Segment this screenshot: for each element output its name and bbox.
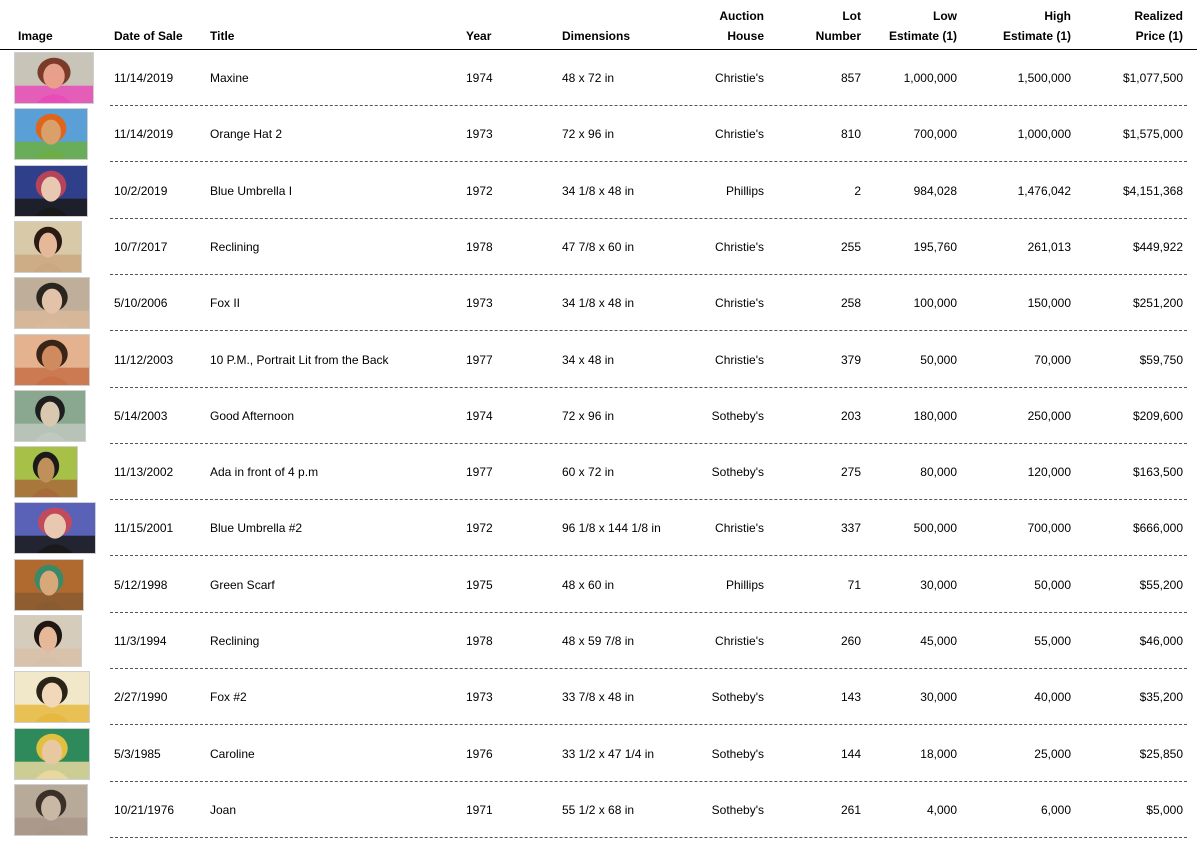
cell-realized-price: $55,200: [1139, 577, 1183, 592]
cell-auction-house: Phillips: [725, 183, 764, 198]
cell-auction-house: Sotheby's: [711, 465, 764, 480]
cell-realized-price: $666,000: [1132, 521, 1183, 536]
cell-year: 1974: [466, 71, 493, 85]
cell-title: 10 P.M., Portrait Lit from the Back: [210, 352, 389, 367]
cell-low-estimate: 180,000: [913, 408, 957, 423]
cell-date: 11/13/2002: [114, 465, 174, 480]
row-divider: [110, 837, 1187, 838]
cell-auction-house: Sotheby's: [711, 408, 764, 423]
cell-low-estimate: 30,000: [920, 690, 957, 705]
cell-realized-price: $4,151,368: [1122, 183, 1183, 198]
artwork-thumbnail[interactable]: [14, 277, 90, 329]
table-row: [0, 669, 1197, 725]
cell-year: 1974: [466, 408, 493, 423]
cell-low-estimate: 700,000: [913, 127, 957, 142]
header-lot-number: Lot Number: [815, 9, 861, 43]
cell-dimensions: 48 x 72 in: [562, 71, 615, 85]
artwork-thumbnail[interactable]: [14, 502, 96, 554]
cell-date: 11/14/2019: [114, 71, 174, 85]
header-low-estimate: Low Estimate (1): [888, 9, 957, 43]
header-image: Image: [18, 29, 53, 43]
cell-year: 1978: [466, 634, 493, 648]
cell-lot-number: 260: [840, 634, 861, 648]
cell-high-estimate: 1,500,000: [1017, 71, 1071, 85]
artwork-thumbnail[interactable]: [14, 671, 90, 723]
cell-low-estimate: 1,000,000: [903, 71, 957, 85]
table-row: [0, 50, 1197, 106]
cell-auction-house: Christie's: [715, 634, 764, 648]
artwork-thumbnail[interactable]: [14, 334, 90, 386]
cell-high-estimate: 50,000: [1034, 577, 1071, 592]
cell-low-estimate: 500,000: [913, 521, 957, 536]
cell-dimensions: 33 7/8 x 48 in: [562, 690, 635, 705]
cell-high-estimate: 250,000: [1027, 408, 1071, 423]
cell-dimensions: 48 x 60 in: [562, 577, 615, 592]
cell-title: Reclining: [210, 634, 260, 648]
header-high-estimate: High Estimate (1): [1002, 9, 1071, 43]
cell-date: 10/2/2019: [114, 183, 168, 198]
cell-dimensions: 60 x 72 in: [562, 465, 615, 480]
cell-date: 11/14/2019: [114, 127, 174, 142]
cell-lot-number: 144: [840, 746, 861, 761]
cell-realized-price: $251,200: [1132, 296, 1183, 311]
artwork-thumbnail[interactable]: [14, 165, 88, 217]
table-row: [0, 388, 1197, 444]
cell-auction-house: Phillips: [725, 577, 764, 592]
artwork-thumbnail[interactable]: [14, 615, 82, 667]
cell-title: Ada in front of 4 p.m: [210, 465, 319, 480]
table-row: [0, 726, 1197, 782]
cell-auction-house: Christie's: [715, 352, 764, 367]
cell-high-estimate: 700,000: [1027, 521, 1071, 536]
artwork-thumbnail[interactable]: [14, 108, 88, 160]
cell-date: 10/21/1976: [114, 802, 175, 817]
cell-high-estimate: 1,000,000: [1017, 127, 1071, 142]
table-row: [0, 106, 1197, 162]
cell-date: 11/15/2001: [114, 521, 174, 536]
cell-low-estimate: 4,000: [926, 802, 957, 817]
cell-lot-number: 261: [840, 802, 861, 817]
cell-year: 1972: [466, 521, 493, 536]
cell-lot-number: 857: [840, 71, 861, 85]
cell-title: Caroline: [210, 746, 255, 761]
header-dimensions: Dimensions: [562, 29, 631, 43]
cell-title: Fox II: [210, 296, 241, 311]
table-row: [0, 782, 1197, 838]
cell-auction-house: Sotheby's: [711, 746, 764, 761]
cell-date: 10/7/2017: [114, 239, 168, 254]
header-realized-price: Realized Price (1): [1134, 9, 1183, 43]
cell-year: 1973: [466, 127, 493, 142]
cell-date: 5/10/2006: [114, 296, 168, 311]
cell-dimensions: 34 x 48 in: [562, 352, 615, 367]
cell-auction-house: Sotheby's: [711, 690, 764, 705]
cell-title: Green Scarf: [210, 577, 275, 592]
cell-year: 1971: [466, 802, 493, 817]
cell-lot-number: 71: [847, 577, 861, 592]
cell-auction-house: Christie's: [715, 521, 764, 536]
artwork-thumbnail[interactable]: [14, 728, 90, 780]
cell-low-estimate: 984,028: [913, 183, 957, 198]
artwork-thumbnail[interactable]: [14, 390, 86, 442]
cell-dimensions: 72 x 96 in: [562, 127, 615, 142]
cell-dimensions: 48 x 59 7/8 in: [562, 634, 635, 648]
cell-lot-number: 275: [840, 465, 861, 480]
cell-low-estimate: 18,000: [920, 746, 957, 761]
cell-lot-number: 143: [840, 690, 861, 705]
cell-low-estimate: 50,000: [920, 352, 957, 367]
table-row: [0, 557, 1197, 613]
cell-title: Blue Umbrella I: [210, 183, 293, 198]
cell-date: 5/3/1985: [114, 746, 161, 761]
cell-dimensions: 33 1/2 x 47 1/4 in: [562, 746, 655, 761]
cell-high-estimate: 6,000: [1040, 802, 1071, 817]
cell-realized-price: $449,922: [1132, 239, 1183, 254]
table-row: [0, 613, 1197, 669]
cell-realized-price: $25,850: [1139, 746, 1183, 761]
artwork-thumbnail[interactable]: [14, 784, 88, 836]
cell-realized-price: $35,200: [1139, 690, 1183, 705]
cell-title: Good Afternoon: [210, 408, 295, 423]
cell-high-estimate: 1,476,042: [1017, 183, 1071, 198]
cell-auction-house: Christie's: [715, 127, 764, 142]
cell-high-estimate: 70,000: [1034, 352, 1071, 367]
cell-realized-price: $5,000: [1146, 802, 1183, 817]
cell-title: Reclining: [210, 239, 260, 254]
header-year: Year: [466, 29, 492, 43]
cell-year: 1972: [466, 183, 493, 198]
artwork-thumbnail[interactable]: [14, 559, 84, 611]
cell-auction-house: Christie's: [715, 239, 764, 254]
cell-lot-number: 379: [840, 352, 861, 367]
cell-lot-number: 337: [840, 521, 861, 536]
cell-auction-house: Christie's: [715, 296, 764, 311]
header-title: Title: [210, 29, 235, 43]
cell-date: 11/12/2003: [114, 352, 174, 367]
cell-realized-price: $1,575,000: [1122, 127, 1183, 142]
cell-low-estimate: 30,000: [920, 577, 957, 592]
cell-title: Blue Umbrella #2: [210, 521, 303, 536]
cell-lot-number: 2: [854, 183, 861, 198]
cell-realized-price: $46,000: [1139, 634, 1183, 648]
cell-high-estimate: 120,000: [1027, 465, 1071, 480]
cell-lot-number: 258: [840, 296, 861, 311]
artwork-thumbnail[interactable]: [14, 221, 82, 273]
cell-lot-number: 255: [840, 239, 861, 254]
cell-title: Fox #2: [210, 690, 247, 705]
table-row: [0, 500, 1197, 556]
cell-date: 11/3/1994: [114, 634, 167, 648]
cell-realized-price: $209,600: [1132, 408, 1183, 423]
artwork-thumbnail[interactable]: [14, 446, 78, 498]
cell-year: 1976: [466, 746, 493, 761]
cell-high-estimate: 25,000: [1034, 746, 1071, 761]
cell-year: 1977: [466, 352, 493, 367]
cell-dimensions: 55 1/2 x 68 in: [562, 802, 635, 817]
table-row: [0, 444, 1197, 500]
cell-high-estimate: 150,000: [1027, 296, 1071, 311]
cell-dimensions: 72 x 96 in: [562, 408, 615, 423]
cell-date: 5/14/2003: [114, 408, 168, 423]
cell-dimensions: 34 1/8 x 48 in: [562, 183, 635, 198]
cell-auction-house: Christie's: [715, 71, 764, 85]
cell-date: 2/27/1990: [114, 690, 168, 705]
cell-date: 5/12/1998: [114, 577, 168, 592]
table-row: [0, 219, 1197, 275]
cell-realized-price: $59,750: [1139, 352, 1183, 367]
cell-lot-number: 203: [840, 408, 861, 423]
cell-high-estimate: 55,000: [1034, 634, 1071, 648]
cell-high-estimate: 261,013: [1027, 239, 1071, 254]
cell-dimensions: 96 1/8 x 144 1/8 in: [562, 521, 661, 536]
cell-title: Orange Hat 2: [210, 127, 283, 142]
cell-dimensions: 47 7/8 x 60 in: [562, 239, 635, 254]
cell-year: 1973: [466, 690, 493, 705]
table-row: [0, 332, 1197, 388]
table-header: [0, 0, 1197, 50]
cell-year: 1978: [466, 239, 493, 254]
table-row: [0, 275, 1197, 331]
cell-low-estimate: 80,000: [920, 465, 957, 480]
cell-title: Joan: [210, 802, 237, 817]
cell-lot-number: 810: [840, 127, 861, 142]
header-auction-house: Auction House: [719, 9, 764, 43]
cell-low-estimate: 195,760: [913, 239, 957, 254]
cell-year: 1973: [466, 296, 493, 311]
cell-high-estimate: 40,000: [1034, 690, 1071, 705]
cell-low-estimate: 45,000: [920, 634, 957, 648]
cell-year: 1975: [466, 577, 493, 592]
artwork-thumbnail[interactable]: [14, 52, 94, 104]
cell-dimensions: 34 1/8 x 48 in: [562, 296, 635, 311]
cell-realized-price: $1,077,500: [1122, 71, 1183, 85]
cell-realized-price: $163,500: [1132, 465, 1183, 480]
cell-title: Maxine: [210, 71, 249, 85]
cell-low-estimate: 100,000: [913, 296, 957, 311]
header-date: Date of Sale: [114, 29, 183, 43]
table-row: [0, 163, 1197, 219]
cell-year: 1977: [466, 465, 493, 480]
cell-auction-house: Sotheby's: [711, 802, 764, 817]
